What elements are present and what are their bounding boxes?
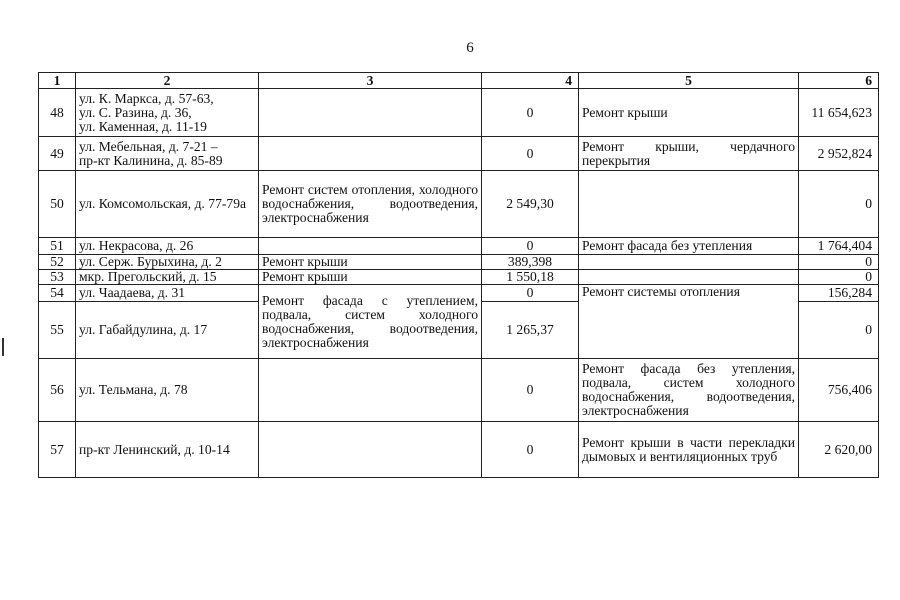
work-new-cell — [579, 171, 799, 238]
work-new-cell: Ремонт крыши в части перекладки дымовых и вентиляционных труб — [579, 422, 799, 478]
address-cell: мкр. Прегольский, д. 15 — [76, 270, 259, 285]
cost-planned-cell: 0 — [482, 137, 579, 171]
cost-new-cell: 2 620,00 — [799, 422, 879, 478]
work-planned-cell — [259, 89, 482, 137]
work-planned-cell — [259, 238, 482, 255]
row-number: 51 — [39, 238, 76, 255]
cost-planned-cell: 1 265,37 — [482, 302, 579, 359]
cost-new-cell: 156,284 — [799, 285, 879, 302]
work-new-cell: Ремонт системы отопления — [579, 285, 799, 359]
cost-new-cell: 2 952,824 — [799, 137, 879, 171]
table-row — [39, 171, 879, 238]
address-cell: ул. Чаадаева, д. 31 — [76, 285, 259, 302]
work-new-cell — [579, 270, 799, 285]
work-planned-cell: Ремонт крыши — [259, 255, 482, 270]
address-cell: ул. Комсомольская, д. 77-79а — [76, 171, 259, 238]
address-cell: ул. Серж. Бурыхина, д. 2 — [76, 255, 259, 270]
table-row — [39, 255, 879, 270]
work-planned-cell: Ремонт крыши — [259, 270, 482, 285]
work-new-cell: Ремонт фасада без утепления — [579, 238, 799, 255]
work-new-cell: Ремонт крыши — [579, 89, 799, 137]
cost-new-cell: 0 — [799, 270, 879, 285]
cost-new-cell: 0 — [799, 302, 879, 359]
table-row — [39, 238, 879, 255]
cost-new-cell: 0 — [799, 255, 879, 270]
cost-new-cell: 1 764,404 — [799, 238, 879, 255]
header-col-5: 5 — [579, 73, 799, 89]
row-number: 49 — [39, 137, 76, 171]
cost-planned-cell: 0 — [482, 238, 579, 255]
row-number: 50 — [39, 171, 76, 238]
table-row — [39, 137, 879, 171]
work-planned-cell — [259, 359, 482, 422]
address-cell: ул. Некрасова, д. 26 — [76, 238, 259, 255]
row-number: 57 — [39, 422, 76, 478]
cost-planned-cell: 0 — [482, 422, 579, 478]
cost-new-cell: 0 — [799, 171, 879, 238]
work-planned-cell: Ремонт систем отопления, холодного водоснабжения, водоотведения, электроснабжения — [259, 171, 482, 238]
header-row — [39, 73, 879, 89]
header-col-2: 2 — [76, 73, 259, 89]
cost-planned-cell: 0 — [482, 359, 579, 422]
page-number: 6 — [466, 40, 474, 56]
row-number: 56 — [39, 359, 76, 422]
row-number: 48 — [39, 89, 76, 137]
cost-planned-cell: 2 549,30 — [482, 171, 579, 238]
cost-planned-cell: 1 550,18 — [482, 270, 579, 285]
header-col-4: 4 — [482, 73, 579, 89]
row-number: 55 — [39, 302, 76, 359]
address-cell: пр-кт Ленинский, д. 10-14 — [76, 422, 259, 478]
work-planned-cell — [259, 422, 482, 478]
work-new-cell: Ремонт фасада без утепления, подвала, систем холодного водоснабжения, водоотведения, электроснабжения — [579, 359, 799, 422]
table-row — [39, 422, 879, 478]
work-new-cell: Ремонт крыши, чердачного перекрытия — [579, 137, 799, 171]
repair-table — [38, 72, 879, 478]
row-number: 52 — [39, 255, 76, 270]
header-col-1: 1 — [39, 73, 76, 89]
table-row — [39, 359, 879, 422]
address-cell: ул. Мебельная, д. 7-21 – пр-кт Калинина, д. 85-89 — [76, 137, 259, 171]
header-col-6: 6 — [799, 73, 879, 89]
row-number: 53 — [39, 270, 76, 285]
table-row — [39, 285, 879, 302]
cost-new-cell: 756,406 — [799, 359, 879, 422]
work-new-cell — [579, 255, 799, 270]
cost-planned-cell: 0 — [482, 89, 579, 137]
cost-new-cell: 11 654,623 — [799, 89, 879, 137]
work-planned-cell: Ремонт фасада с утеплением, подвала, систем холодного водоснабжения, водоотведения, электроснабжения — [259, 285, 482, 359]
address-cell: ул. Габайдулина, д. 17 — [76, 302, 259, 359]
work-planned-cell — [259, 137, 482, 171]
address-cell: ул. К. Маркса, д. 57-63, ул. С. Разина, д. 36, ул. Каменная, д. 11-19 — [76, 89, 259, 137]
cost-planned-cell: 0 — [482, 285, 579, 302]
address-cell: ул. Тельмана, д. 78 — [76, 359, 259, 422]
margin-mark — [2, 338, 7, 356]
table-row — [39, 270, 879, 285]
row-number: 54 — [39, 285, 76, 302]
table-row — [39, 89, 879, 137]
header-col-3: 3 — [259, 73, 482, 89]
cost-planned-cell: 389,398 — [482, 255, 579, 270]
